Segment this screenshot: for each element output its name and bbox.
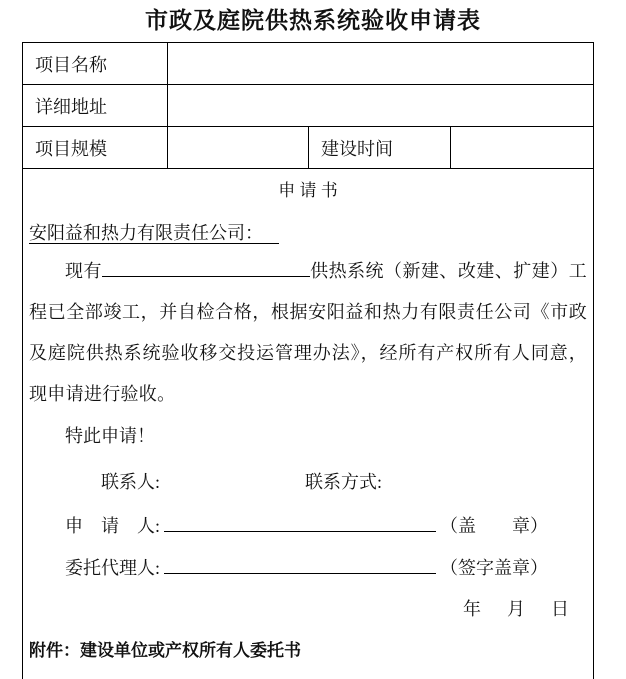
heating-system-name-blank-field[interactable] — [102, 259, 310, 277]
project-scale-field[interactable] — [168, 127, 309, 168]
project-name-row — [23, 43, 593, 85]
application-form-table — [22, 42, 594, 679]
applicant-label: 申 请 人: — [65, 516, 161, 536]
body-suffix-text: 供热系统（新建、改建、扩建）工程已全部竣工，并自检合格，根据安阳益和热力有限责任公司《市政及庭院供热系统验收移交投运管理办法》，经所有产权所有人同意，现申请进行验收。 — [29, 261, 588, 404]
project-name-label: 项目名称 — [23, 43, 168, 84]
contact-person-label: 联系人: — [101, 472, 161, 492]
project-scale-label: 项目规模 — [23, 127, 168, 168]
address-label: 详细地址 — [23, 85, 168, 126]
agent-label: 委托代理人: — [65, 558, 161, 578]
applicant-signature-blank-field[interactable] — [164, 514, 436, 532]
project-name-field[interactable] — [168, 43, 593, 84]
date-line: 年 月 日 — [463, 599, 573, 619]
page-title: 市政及庭院供热系统验收申请表 — [145, 8, 481, 33]
contact-row — [29, 471, 587, 493]
address-row — [23, 85, 593, 127]
construction-time-label: 建设时间 — [309, 127, 451, 168]
contact-method-label: 联系方式: — [305, 472, 383, 492]
applicant-row — [29, 513, 587, 539]
agent-seal-note: （签字盖章） — [440, 558, 549, 578]
scale-time-row — [23, 127, 593, 169]
applicant-seal-note: （盖 章） — [440, 516, 549, 536]
application-letter-heading: 申 请 书 — [278, 181, 338, 200]
closing-line: 特此申请！ — [65, 426, 155, 446]
addressee-row — [29, 221, 587, 245]
addressee-line: 安阳益和热力有限责任公司： — [29, 223, 279, 244]
agent-row — [29, 555, 587, 581]
application-letter-section — [23, 181, 593, 663]
construction-time-field[interactable] — [451, 127, 593, 168]
application-body-paragraph — [29, 251, 587, 415]
body-prefix-text: 现有 — [65, 261, 102, 281]
address-field[interactable] — [168, 85, 593, 126]
agent-signature-blank-field[interactable] — [164, 556, 436, 574]
attachment-note: 附件：建设单位或产权所有人委托书 — [29, 641, 301, 660]
